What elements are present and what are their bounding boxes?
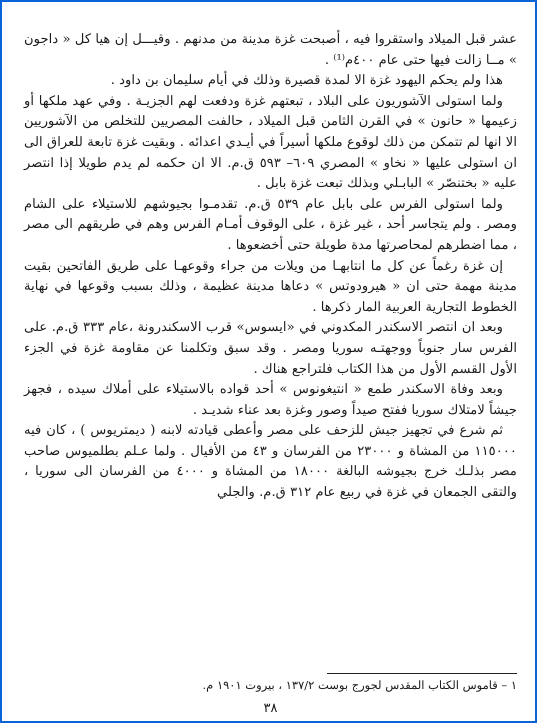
paragraph-8: ثم شرع في تجهيز جيش للزحف على مصر وأعطى قيادته لابنه ( ديمتريوس ) ، كان فيه ١١٥٠٠٠ من المشاة و ٢٣٠٠٠ من الفرسان و ٤٣ من الأفيال . ولما عـلم بطلميوس صاحب مصر بذلـك خرج بجيوشه البالغة ١٨٠٠٠ من المشاة و ٤٠٠٠ من الفرسان الى سوريا ، والتقى الجمعان في غزة في ربيع عام ٣١٢ ق.م. والجلي: [24, 423, 518, 501]
paragraph-1: عشر قبل الميلاد واستقروا فيه ، أصبحت غزة مدينة من مدنهم . وقيـــل إن هيا كل « داجون » مــا زالت فيها حتى عام ٤٠٠م⁽¹⁾ .: [24, 32, 517, 68]
body-text: [24, 30, 517, 504]
footnote-divider: [327, 673, 517, 674]
book-page: [24, 30, 518, 716]
paragraph-4: ولما استولى الفرس على بابل عام ٥٣٩ ق.م. تقدمـوا بجيوشهم للاستيلاء على الشام ومصر . ولم يتجاسر أحد ، غير غزة ، على الوقوف أمـام الفرس وهم في طريقهم الى مصر ، مما اضطرهم لمحاصرتها مدة طويلة حتى أخضعوها .: [24, 196, 517, 253]
paragraph-3: ولما استولى الآشوريون على البلاد ، تبعتهم غزة ودفعت لهم الجزيـة . وفي عهد ملكها أو زعيمها « حانون » في القرن الثامن قبل الميلاد ، حالفت المصريين للتخلص من الآشوريين الا انها لم تتمكن من ذلك لوقوع ملكها أسيراً في أيـدي اعدائه . وبقيت غزة تابعة للعراق الى ان استولى عليها « نخاو » المصري ٦٠٩– ٥٩٣ ق.م. الا ان حكمه لم يدم طويلا إذا انتصر عليه « بختنصّر » البابـلي وبذلك تبعت غزة بابل .: [24, 93, 517, 192]
paragraph-5: إن غزة رغماً عن كل ما انتابهـا من ويلات من جراء وقوعهـا على طريق الفاتحين بقيت مدينة مهمة حتى ان « هيرودوتس » دعاها مدينة عظيمة ، وذلك بسبب وقوعها في نهاية الخطوط التجارية العربية المار ذكرها .: [24, 258, 517, 315]
paragraph-2: هذا ولم يحكم اليهود غزة الا لمدة قصيرة وذلك في أيام سليمان بن داود .: [110, 73, 503, 89]
page-number: ٣٨: [263, 701, 278, 716]
paragraph-7: وبعد وفاة الاسكندر طمع « انتيغونوس » أحد قواده بالاستيلاء على أملاك سيده ، فجهز جيشاً لامتلاك سوريا ففتح صيداً وصور وغزة بعد عناء شديـد .: [24, 382, 517, 418]
footnote: ١ – قاموس الكتاب المقدس لجورج بوست ١٣٧/٢ ، بيروت ١٩٠١ م.: [202, 678, 517, 692]
paragraph-6: وبعد ان انتصر الاسكندر المكدوني في «ايسوس» قرب الاسكندرونة ،عام ٣٣٣ ق.م. على الفرس سار جنوباً ووجهتـه سوريا ومصر . وقد سبق وتكلمنا عن مقاومة غزة في الجزء الأول القسم الأول من هذا الكتاب فلتراجع هناك .: [24, 320, 517, 377]
